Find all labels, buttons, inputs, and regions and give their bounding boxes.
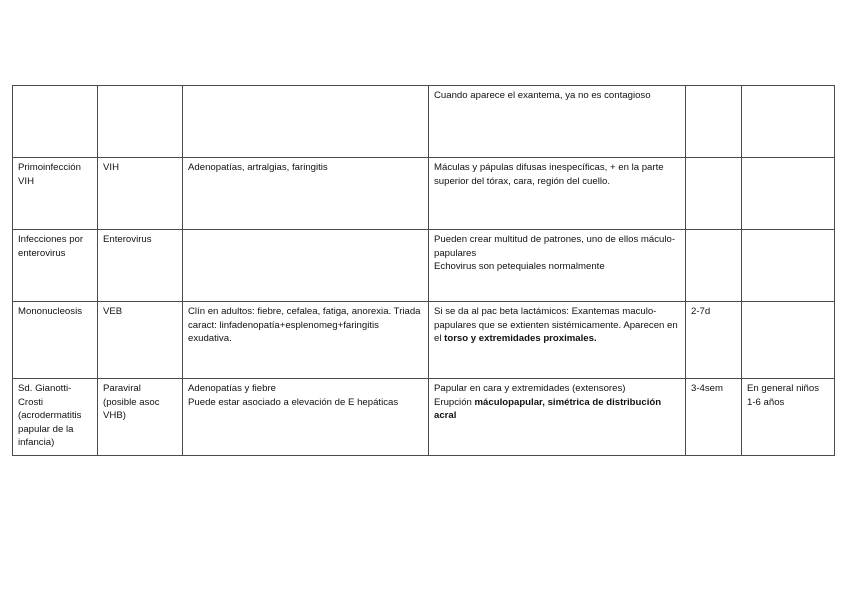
- incubation-cell: 2-7d: [686, 302, 742, 379]
- agent-cell: VEB: [98, 302, 183, 379]
- notes-cell: En general niños 1-6 años: [742, 379, 835, 456]
- incubation-cell: [686, 230, 742, 302]
- disease-cell: Sd. Gianotti-Crosti (acrodermatitis papular de la infancia): [13, 379, 98, 456]
- exanthem-cell: [429, 230, 686, 302]
- exanthem-cell: [429, 302, 686, 379]
- exanthem-bold-text: máculopapular, simétrica de distribución acral: [434, 396, 662, 421]
- incubation-cell: [686, 86, 742, 158]
- disease-cell: [13, 86, 98, 158]
- table-row: [13, 158, 835, 230]
- disease-cell: Infecciones por enterovirus: [13, 230, 98, 302]
- notes-cell: [742, 158, 835, 230]
- clinic-cell: Clín en adultos: fiebre, cefalea, fatiga, anorexia. Triada caract: linfadenopatía+esplenomeg+faringitis exudativa.: [183, 302, 429, 379]
- exanthem-cell: [429, 379, 686, 456]
- notes-cell: [742, 230, 835, 302]
- exanthem-cell: [429, 158, 686, 230]
- notes-cell: [742, 302, 835, 379]
- exanthem-text: Papular en cara y extremidades (extensores): [434, 383, 626, 394]
- table-row: [13, 379, 835, 456]
- clinic-cell: [183, 230, 429, 302]
- exanthem-text: Máculas y pápulas difusas inespecíficas, + en la parte superior del tórax, cara, región del cuello.: [434, 162, 664, 187]
- exanthem-bold-text: torso y extremidades proximales.: [444, 333, 597, 344]
- exanthem-text: Erupción: [434, 396, 475, 408]
- agent-cell: Enterovirus: [98, 230, 183, 302]
- clinic-text: Puede estar asociado a elevación de E hepáticas: [188, 396, 399, 408]
- disease-cell: Primoinfección VIH: [13, 158, 98, 230]
- table-row: [13, 86, 835, 158]
- table-row: [13, 302, 835, 379]
- exanthem-text: Pueden crear multitud de patrones, uno de ellos máculo-papulares: [434, 234, 676, 259]
- clinic-cell: [183, 379, 429, 456]
- disease-table: [12, 85, 835, 456]
- agent-cell: [98, 86, 183, 158]
- notes-cell: [742, 86, 835, 158]
- exanthem-text: Cuando aparece el exantema, ya no es contagioso: [434, 90, 651, 101]
- clinic-text: Adenopatías y fiebre: [188, 383, 277, 394]
- agent-cell: Paraviral (posible asoc VHB): [98, 379, 183, 456]
- incubation-cell: [686, 158, 742, 230]
- incubation-cell: 3-4sem: [686, 379, 742, 456]
- exanthem-text: Si se da al pac beta lactámicos: Exantemas maculo-papulares que se extienten sistémicamente. Aparecen en el: [434, 306, 678, 344]
- exanthem-text: Echovirus son petequiales normalmente: [434, 261, 605, 272]
- exanthem-cell: [429, 86, 686, 158]
- agent-cell: VIH: [98, 158, 183, 230]
- clinic-cell: Adenopatías, artralgias, faringitis: [183, 158, 429, 230]
- table-row: [13, 230, 835, 302]
- clinic-cell: [183, 86, 429, 158]
- disease-cell: Mononucleosis: [13, 302, 98, 379]
